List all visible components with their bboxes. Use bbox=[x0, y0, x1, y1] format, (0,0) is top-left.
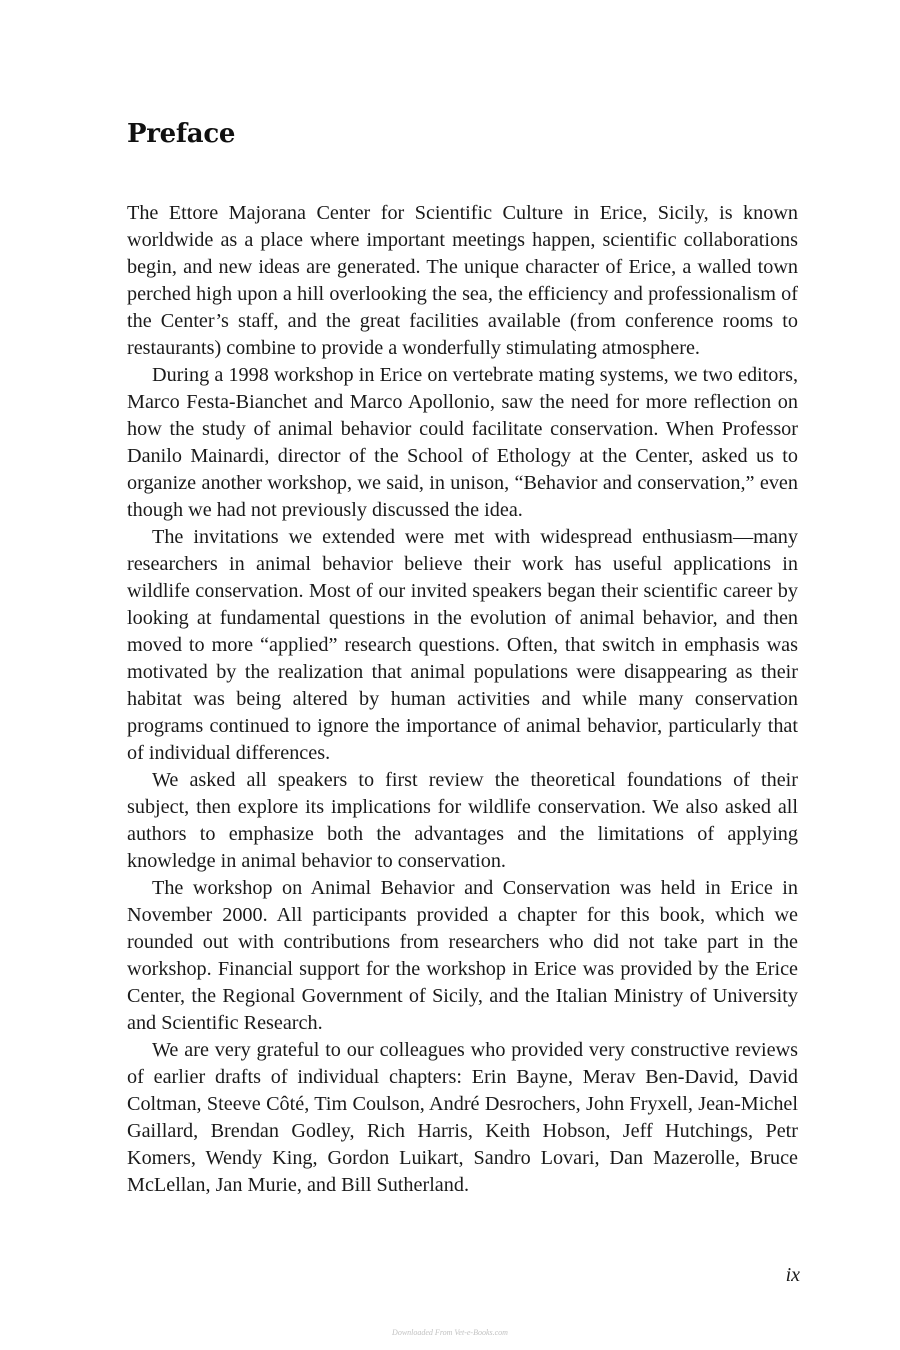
page-number: ix bbox=[785, 1264, 800, 1286]
page-title: Preface bbox=[127, 119, 236, 149]
paragraph-5: The workshop on Animal Behavior and Conservation was held in Erice in November 2000. All participants provided a chapter for this book, which we rounded out with contributions from researchers who did not take part in the workshop. Financial support for the workshop in Erice was provided by the Erice Center, the Regional Government of Sicily, and the Italian Ministry of University and Scientific Research. bbox=[127, 877, 798, 1034]
paragraph-6: We are very grateful to our colleagues who provided very constructive reviews of earlier drafts of individual chapters: Erin Bayne, Merav Ben-David, David Coltman, Steeve Côté, Tim Coulson, André Desrochers, John Fryxell, Jean-Michel Gaillard, Brendan Godley, Rich Harris, Keith Hobson, Jeff Hutchings, Petr Komers, Wendy King, Gordon Luikart, Sandro Lovari, Dan Mazerolle, Bruce McLellan, Jan Murie, and Bill Sutherland. bbox=[127, 1039, 798, 1196]
watermark-text: Downloaded From Vet-e-Books.com bbox=[392, 1328, 508, 1337]
paragraph-4: We asked all speakers to first review the theoretical foundations of their subject, then explore its implications for wildlife conservation. We also asked all authors to emphasize both the advantages and the limitations of applying knowledge in animal behavior to conservation. bbox=[127, 769, 798, 872]
paragraph-1: The Ettore Majorana Center for Scientific Culture in Erice, Sicily, is known worldwide as a place where important meetings happen, scientific collaborations begin, and new ideas are generated. The unique character of Erice, a walled town perched high upon a hill overlooking the sea, the efficiency and professionalism of the Center’s staff, and the great facilities available (from conference rooms to restaurants) combine to provide a wonderfully stimulating atmosphere. bbox=[127, 202, 798, 359]
paragraph-3: The invitations we extended were met with widespread enthusiasm—many researchers in animal behavior believe their work has useful applications in wildlife conservation. Most of our invited speakers began their scientific career by looking at fundamental questions in the evolution of animal behavior, and then moved to more “applied” research questions. Often, that switch in emphasis was motivated by the realization that animal populations were disappearing as their habitat was being altered by human activities and while many conservation programs continued to ignore the importance of animal behavior, particularly that of individual differences. bbox=[127, 526, 798, 764]
body-text bbox=[127, 200, 798, 1199]
paragraph-2: During a 1998 workshop in Erice on vertebrate mating systems, we two editors, Marco Festa-Bianchet and Marco Apollonio, saw the need for more reflection on how the study of animal behavior could facilitate conservation. When Professor Danilo Mainardi, director of the School of Ethology at the Center, asked us to organize another workshop, we said, in unison, “Behavior and conservation,” even though we had not previously discussed the idea. bbox=[127, 364, 798, 521]
